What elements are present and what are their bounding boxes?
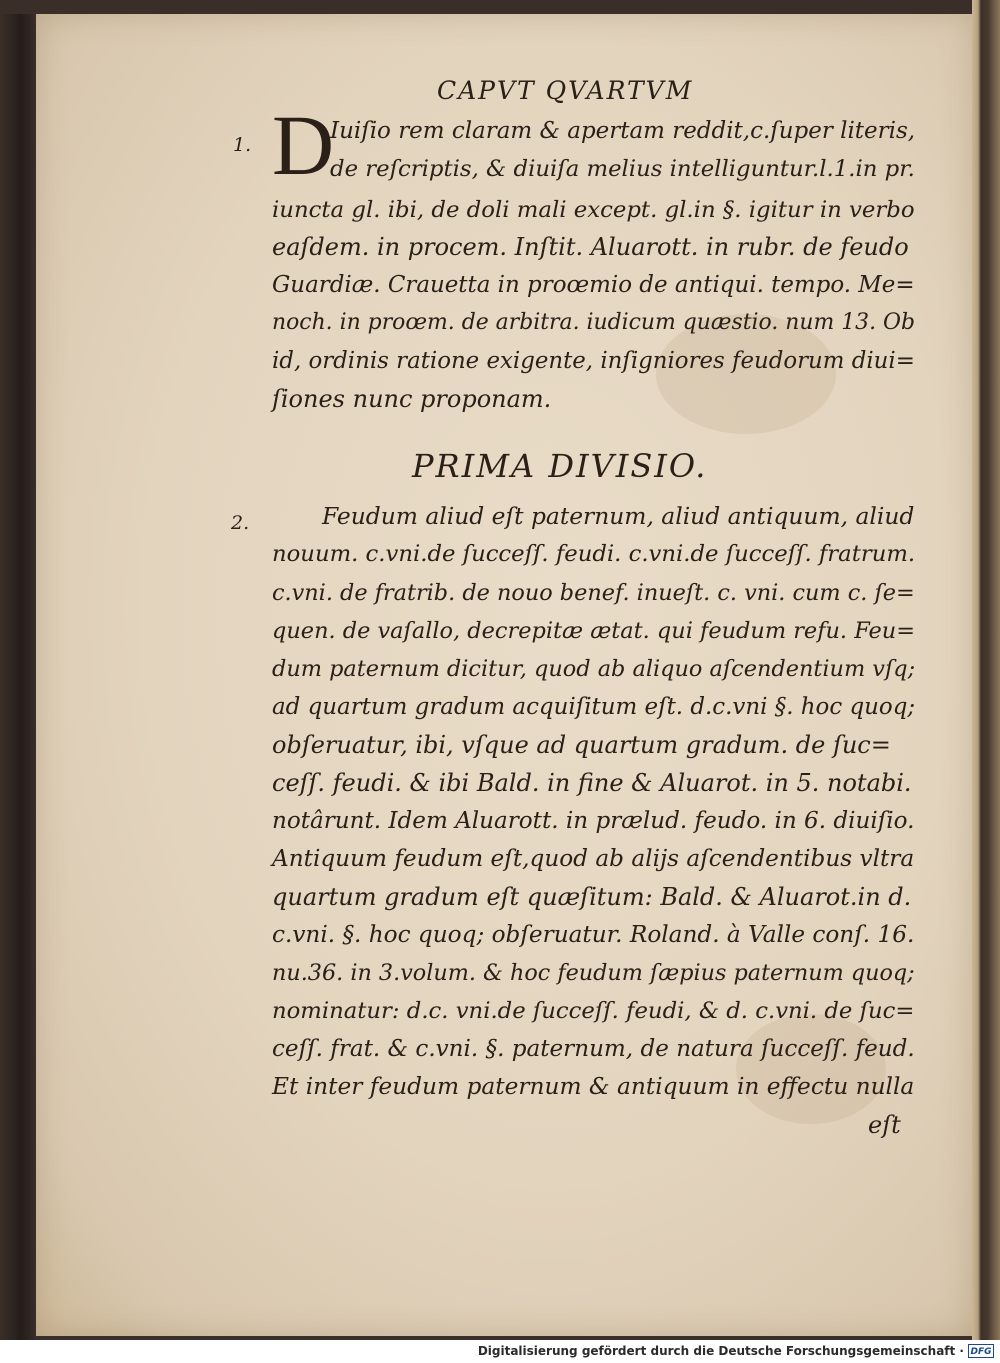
text-line: c.vni. de fratrib. de nouo benef. inueſt. c. vni. cum c. ſe= bbox=[272, 580, 915, 606]
book-binding-edge bbox=[972, 0, 1000, 1340]
text-line: nominatur: d.c. vni.de ſucceſſ. feudi, & d. c.vni. de ſuc= bbox=[272, 998, 915, 1024]
text-line: ad quartum gradum acquiſitum eſt. d.c.vni §. hoc quoq; bbox=[272, 694, 916, 720]
marginal-number: 1. bbox=[233, 134, 252, 156]
text-line: Antiquum feudum eſt,quod ab alijs aſcendentibus vltra bbox=[272, 845, 915, 872]
section-title: PRIMA DIVISIO. bbox=[412, 447, 708, 485]
text-line: dum paternum dicitur, quod ab aliquo aſcendentium vſq; bbox=[272, 656, 916, 682]
text-line: iuncta gl. ibi, de doli mali except. gl.in §. igitur in verbo bbox=[272, 197, 915, 223]
text-line: ceſſ. feudi. & ibi Bald. in fine & Aluarot. in 5. notabi. bbox=[272, 769, 912, 797]
text-line: nu.36. in 3.volum. & hoc feudum ſæpius paternum quoq; bbox=[272, 960, 915, 986]
text-line: id, ordinis ratione exigente, inſigniores feudorum diui= bbox=[272, 348, 915, 374]
text-line: Guardiæ. Crauetta in proœmio de antiqui. tempo. Me= bbox=[272, 272, 915, 298]
digitization-credit: Digitalisierung gefördert durch die Deutsche Forschungsgemeinschaft · bbox=[477, 1344, 964, 1358]
text-line: notârunt. Idem Aluarott. in prælud. feudo. in 6. diuiſio. bbox=[272, 808, 915, 834]
marginal-number: 2. bbox=[231, 512, 250, 534]
catchword: eſt bbox=[868, 1111, 901, 1139]
running-head: CAPVT QVARTVM bbox=[437, 76, 694, 105]
text-line: Feudum aliud eſt paternum, aliud antiquum, aliud bbox=[322, 502, 915, 530]
text-line: Iuiſio rem claram & apertam reddit,c.ſuper literis, bbox=[330, 118, 916, 144]
text-line: c.vni. §. hoc quoq; obſeruatur. Roland. à Valle conſ. 16. bbox=[272, 921, 915, 948]
text-line: obſeruatur, ibi, vſque ad quartum gradum. de ſuc= bbox=[272, 731, 891, 759]
text-line: Et inter feudum paternum & antiquum in effectu nulla bbox=[272, 1073, 915, 1100]
text-line: noch. in proœm. de arbitra. iudicum quæstio. num 13. Ob bbox=[272, 310, 915, 335]
text-line: eaſdem. in procem. Inſtit. Aluarott. in rubr. de feudo bbox=[272, 233, 909, 261]
dfg-logo: DFG bbox=[968, 1344, 994, 1358]
scan-top-edge bbox=[0, 0, 1000, 14]
text-line: quen. de vaſallo, decrepitæ ætat. qui feudum refu. Feu= bbox=[272, 618, 916, 644]
text-line: de reſcriptis, & diuiſa melius intelliguntur.l.1.in pr. bbox=[330, 156, 915, 182]
text-line: ſiones nunc proponam. bbox=[272, 385, 552, 413]
paper-stain bbox=[736, 1014, 886, 1124]
text-line: ceſſ. frat. & c.vni. §. paternum, de natura ſucceſſ. feud. bbox=[272, 1036, 915, 1062]
drop-cap: D bbox=[272, 97, 335, 193]
text-line: quartum gradum eſt quæſitum: Bald. & Aluarot.in d. bbox=[272, 883, 912, 911]
text-line: nouum. c.vni.de ſucceſſ. feudi. c.vni.de ſucceſſ. fratrum. bbox=[272, 541, 916, 567]
